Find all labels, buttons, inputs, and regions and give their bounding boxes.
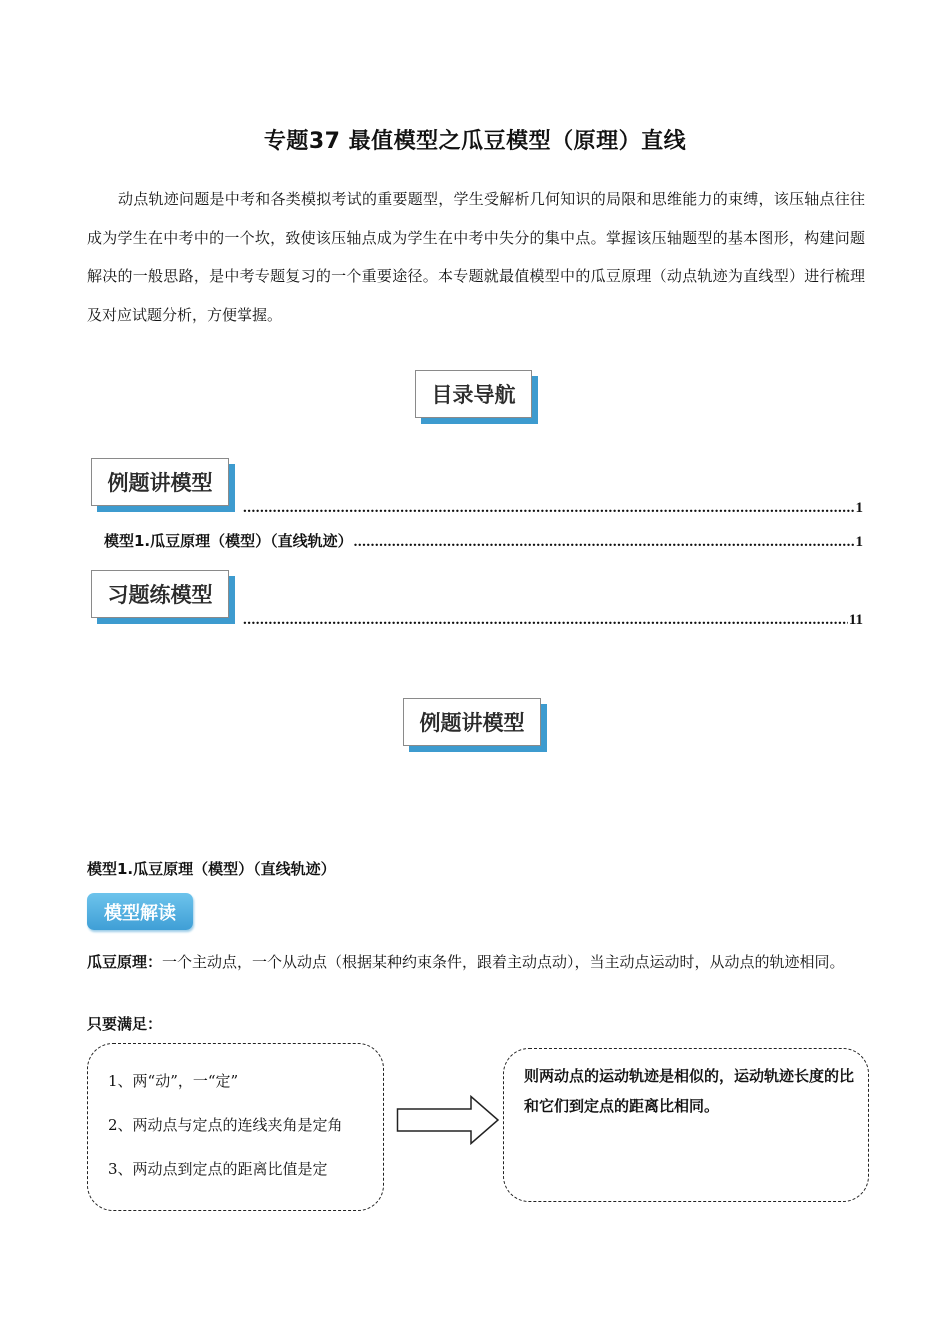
- toc-entry-exercises[interactable]: [242, 612, 863, 629]
- section-banner: 例题讲模型: [403, 698, 541, 746]
- model-reading-badge: 模型解读: [87, 893, 193, 930]
- condition-item: 3、两动点到定点的距离比值是定: [108, 1160, 328, 1178]
- condition-item: 2、两动点与定点的连线夹角是定角: [108, 1116, 343, 1134]
- document-title: 专题37 最值模型之瓜豆模型（原理）直线: [263, 129, 687, 154]
- toc-leader-dots: [243, 612, 848, 629]
- toc-entry-label: 模型1.瓜豆原理（模型）（直线轨迹）: [104, 532, 353, 550]
- condition-item: 1、两“动”，一“定”: [108, 1072, 239, 1090]
- right-arrow-icon: [396, 1095, 500, 1145]
- toc-page-number: 1: [855, 500, 863, 516]
- section-title: 模型1.瓜豆原理（模型）（直线轨迹）: [87, 860, 336, 878]
- toc-page-number: 11: [848, 612, 863, 628]
- principle-paragraph: [87, 947, 865, 977]
- toc-leader-dots: [243, 500, 855, 517]
- toc-entry-examples[interactable]: [242, 500, 863, 517]
- conditions-label: 只要满足：: [87, 1015, 163, 1033]
- conclusion-box: [503, 1048, 869, 1202]
- conditions-box: [87, 1043, 384, 1211]
- toc-banner-examples[interactable]: 例题讲模型: [91, 458, 229, 506]
- principle-text: 一个主动点，一个从动点（根据某种约束条件，跟着主动点动），当主动点运动时，从动点的轨迹相同。: [162, 953, 845, 971]
- toc-entry-model1[interactable]: [104, 530, 863, 551]
- toc-leader-dots: [354, 534, 855, 551]
- principle-label: 瓜豆原理：: [87, 953, 163, 971]
- intro-paragraph: 动点轨迹问题是中考和各类模拟考试的重要题型，学生受解析几何知识的局限和思维能力的束缚，该压轴点往往成为学生在中考中的一个坎，致使该压轴点成为学生在中考中失分的集中点。掌握该压轴题型的基本图形，构建问题解决的一般思路，是中考专题复习的一个重要途径。本专题就最值模型中的瓜豆原理（动点轨迹为直线型）进行梳理及对应试题分析，方便掌握。: [87, 190, 865, 324]
- conclusion-text: 则两动点的运动轨迹是相似的，运动轨迹长度的比和它们到定点的距离比相同。: [524, 1067, 855, 1115]
- toc-heading-banner: 目录导航: [415, 370, 532, 418]
- toc-banner-exercises[interactable]: 习题练模型: [91, 570, 229, 618]
- toc-page-number: 1: [855, 534, 863, 550]
